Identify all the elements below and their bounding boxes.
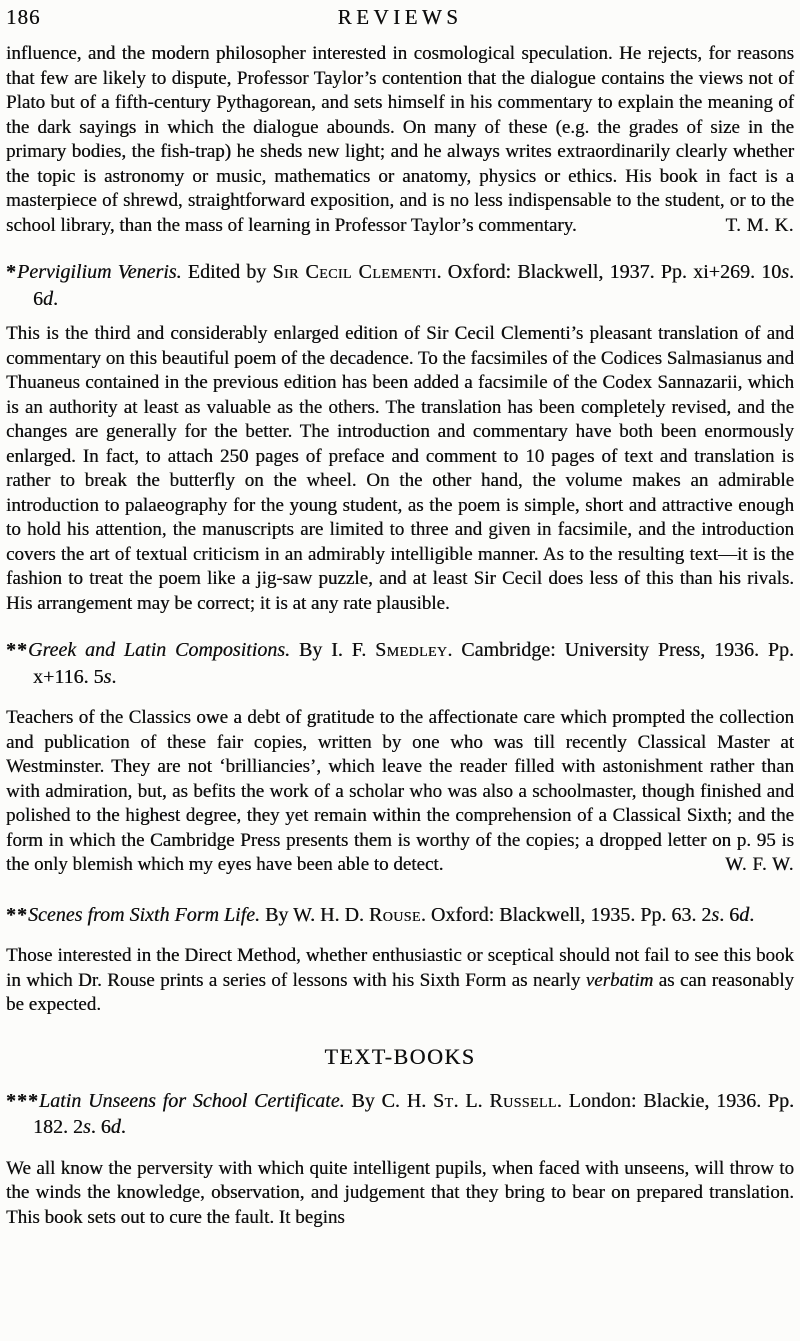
italic-text: d <box>110 1116 121 1138</box>
text-run: . Oxford: Blackwell, 1935. Pp. 63. 2 <box>420 903 712 926</box>
italic-text: Latin Unseens for School Certificate. <box>39 1089 345 1112</box>
italic-text: s <box>103 665 112 688</box>
section-title-text-books: TEXT-BOOKS <box>324 1043 476 1069</box>
text-run: Teachers of the Classics owe a debt of gratitude to the affectionate care which prompted the collection and publication of these fair copies, written by one who was till recently Classical Master at Westminster. They are not ‘brilliancies’, which leave the reader filled with astonishment rather than with admiration, but, as befits the work of a scholar who was also a schoolmaster, though finished and polished to the highest degree, they yet remain within the comprehension of a Classical Sixth; and the form in which the Cambridge Press presents them is worthy of the copies; a dropped letter on p. 95 is the only blemish which my eyes have been able to detect. <box>6 707 794 875</box>
book-citation <box>6 637 794 690</box>
review-paragraph <box>6 706 794 878</box>
text-run: This is the third and considerably enlarged edition of Sir Cecil Clementi’s pleasant translation of and commentary on this beautiful poem of the decadence. To the facsimiles of the Codices Salmasianus and Thuaneus contained in the previous edition has been added a facsimile of the Codex Sannazarii, which is an authority at least as valuable as the others. The translation has been completely revised, and the changes are generally for the better. The introduction and commentary have both been enormously enlarged. In fact, to attach 250 pages of preface and comment to 10 pages of text and translation is rather to break the butterfly on the wheel. On the other hand, the volume makes an admirable introduction to palaeography for the young student, as the poem is simple, short and attractive enough to hold his attention, the manuscripts are limited to three and given in facsimile, and the introduction covers the art of textual criticism in an admirably intelligible manner. As to the resulting text—it is the fashion to treat the poem like a jig-saw puzzle, and at least Sir Cecil does less of this than his rivals. His arrangement may be correct; it is at any rate plausible. <box>6 323 794 614</box>
book-citation <box>6 902 794 929</box>
italic-text: Pervigilium Veneris. <box>17 261 182 283</box>
text-run: . <box>53 287 58 310</box>
text-run: . London: Blackie, 1936. Pp. 182. 2 <box>33 1089 795 1138</box>
text-run: . L. <box>453 1089 490 1112</box>
smallcaps-name: St <box>432 1089 454 1112</box>
text-run: . <box>120 1116 126 1138</box>
book-citation <box>6 259 794 312</box>
text-run: . 6 <box>719 903 740 926</box>
rating-asterisks: ** <box>6 903 28 926</box>
book-citation <box>6 1088 794 1141</box>
review-paragraph <box>6 322 794 616</box>
italic-text: verbatim <box>585 969 654 991</box>
reviewer-initials: W. F. W. <box>725 854 794 875</box>
text-run: . <box>749 903 755 926</box>
running-title: REVIEWS <box>337 5 463 29</box>
review-entry-latin-unseens-for-school-certificate <box>6 1088 794 1231</box>
text-run: . 6 <box>90 1116 111 1138</box>
text-run: We all know the perversity with which quite intelligent pupils, when faced with unseens, will throw to the winds the knowledge, observation, and judgement that they bring to bear on prepared translation. This book sets out to cure the fault. It begins <box>6 1157 794 1228</box>
smallcaps-name: Sir Cecil Clementi <box>272 261 437 283</box>
italic-text: Scenes from Sixth Form Life. <box>28 903 261 926</box>
review-paragraph <box>6 1157 794 1231</box>
review-entry-scenes-from-sixth-form-life <box>6 902 794 1018</box>
text-run: By C. H. <box>344 1089 433 1112</box>
italic-text: s <box>711 903 720 926</box>
italic-text: d <box>739 903 750 926</box>
smallcaps-name: Rouse <box>368 903 421 926</box>
rating-asterisks: *** <box>6 1089 39 1112</box>
review-entry-greek-and-latin-compositions <box>6 637 794 878</box>
italic-text: d <box>43 287 53 310</box>
italic-text: s <box>781 261 789 283</box>
text-run: . <box>111 665 117 688</box>
page-header <box>6 4 794 34</box>
text-run: Edited by <box>181 261 273 283</box>
italic-text: Greek and Latin Compositions. <box>28 639 291 661</box>
text-run: . Oxford: Blackwell, 1937. Pp. xi+269. 10 <box>436 261 782 283</box>
text-run: Those interested in the Direct Method, whether enthusiastic or sceptical should not fail to see this book in which Dr. Rouse prints a series of lessons with his Sixth Form as nearly <box>6 945 794 991</box>
smallcaps-name: Smedley <box>375 639 448 661</box>
text-run: as can reasonably be expected. <box>6 969 794 1015</box>
review-continuation-paragraph <box>6 42 794 238</box>
text-run: By I. F. <box>290 639 376 661</box>
page-number: 186 <box>6 5 41 29</box>
text-run: . 6 <box>33 261 794 310</box>
review-entry-pervigilium-veneris <box>6 259 794 616</box>
text-run: . Cambridge: University Press, 1936. Pp. x+116. 5 <box>33 639 794 688</box>
rating-asterisks: * <box>6 261 17 283</box>
text-run: influence, and the modern philosopher interested in cosmological speculation. He rejects, for reasons that few are likely to dispute, Professor Taylor’s contention that the dialogue contains the views not of Plato but of a fifth-century Pythagorean, and sets himself in his commentary to explain the meaning of the dark sayings in which the dialogue abounds. On many of these (e.g. the grades of size in the primary bodies, the fish-trap) he sheds new light; and he always writes extraordinarily clearly whether the topic is astronomy or music, mathematics or anatomy, physics or ethics. His book in fact is a masterpiece of shrewd, straightforward exposition, and is no less indispensable to the student, or to the school library, than the mass of learning in Professor Taylor’s commentary. <box>6 43 794 236</box>
smallcaps-name: Russell <box>489 1089 557 1112</box>
reviewer-initials: T. M. K. <box>725 214 794 236</box>
review-paragraph <box>6 944 794 1018</box>
text-run: By W. H. D. <box>260 903 369 926</box>
rating-asterisks: ** <box>6 639 28 661</box>
italic-text: s <box>83 1116 91 1138</box>
